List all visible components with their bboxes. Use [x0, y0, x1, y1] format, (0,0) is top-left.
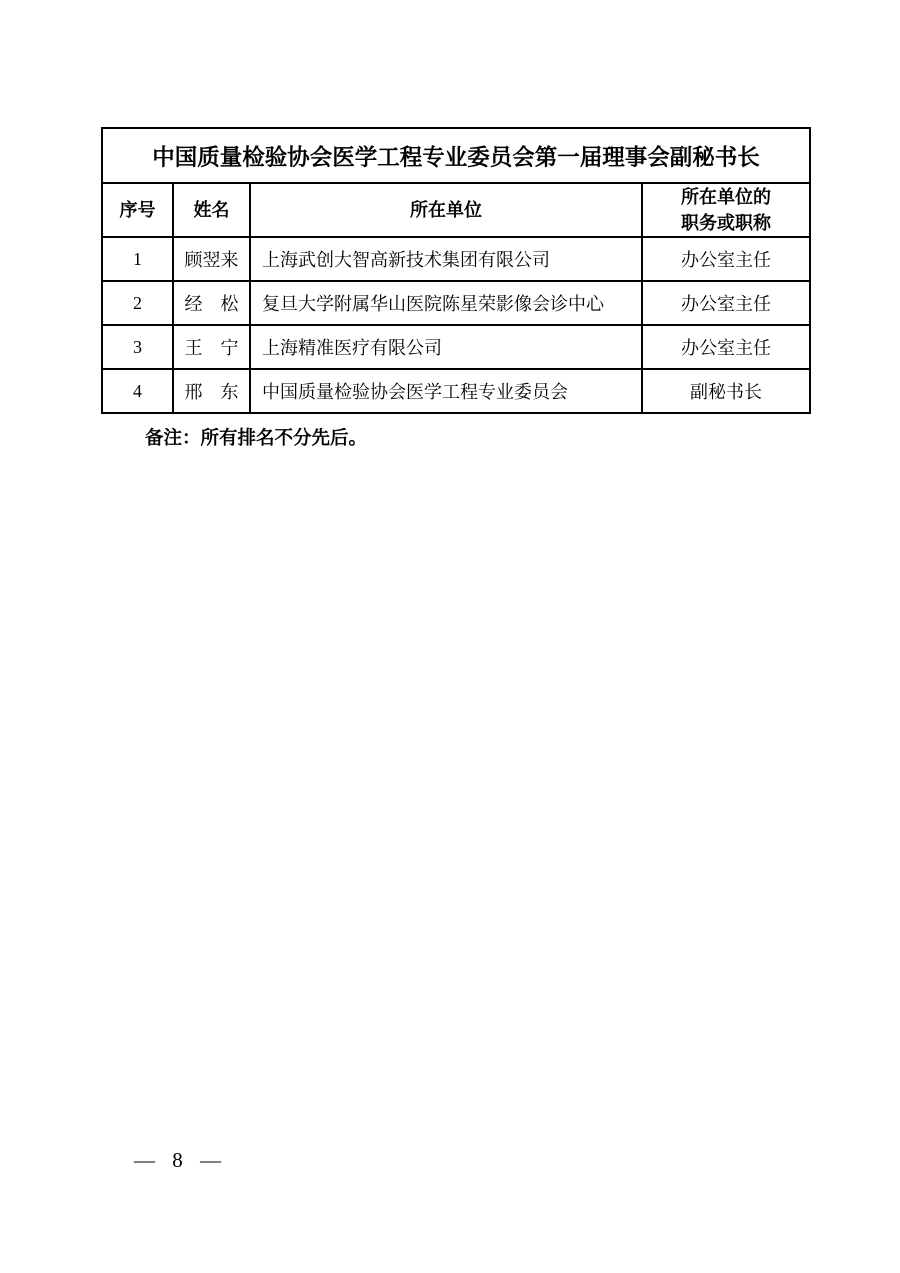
header-title-line1: 所在单位的 — [681, 187, 771, 207]
cell-no: 3 — [102, 325, 173, 369]
table-title-row — [102, 128, 810, 183]
cell-no: 2 — [102, 281, 173, 325]
cell-title: 办公室主任 — [642, 237, 810, 281]
table-row — [102, 281, 810, 325]
header-no: 序号 — [102, 183, 173, 237]
footnote: 备注：所有排名不分先后。 — [145, 427, 368, 448]
cell-no: 1 — [102, 237, 173, 281]
cell-name: 王 宁 — [173, 325, 250, 369]
cell-unit: 中国质量检验协会医学工程专业委员会 — [250, 369, 642, 413]
table-title: 中国质量检验协会医学工程专业委员会第一届理事会副秘书长 — [102, 128, 810, 183]
page-number: — 8 — — [134, 1148, 227, 1172]
roster-table — [101, 127, 811, 414]
cell-no: 4 — [102, 369, 173, 413]
table-row — [102, 369, 810, 413]
header-unit: 所在单位 — [250, 183, 642, 237]
cell-unit: 上海精准医疗有限公司 — [250, 325, 642, 369]
cell-name: 经 松 — [173, 281, 250, 325]
cell-title: 办公室主任 — [642, 325, 810, 369]
cell-name: 顾翌来 — [173, 237, 250, 281]
cell-unit: 复旦大学附属华山医院陈星荣影像会诊中心 — [250, 281, 642, 325]
header-title — [642, 183, 810, 237]
cell-unit: 上海武创大智高新技术集团有限公司 — [250, 237, 642, 281]
header-title-line2: 职务或职称 — [681, 213, 771, 233]
header-name: 姓名 — [173, 183, 250, 237]
table-header-row — [102, 183, 810, 237]
cell-name: 邢 东 — [173, 369, 250, 413]
table-row — [102, 325, 810, 369]
cell-title: 办公室主任 — [642, 281, 810, 325]
cell-title: 副秘书长 — [642, 369, 810, 413]
table-row — [102, 237, 810, 281]
